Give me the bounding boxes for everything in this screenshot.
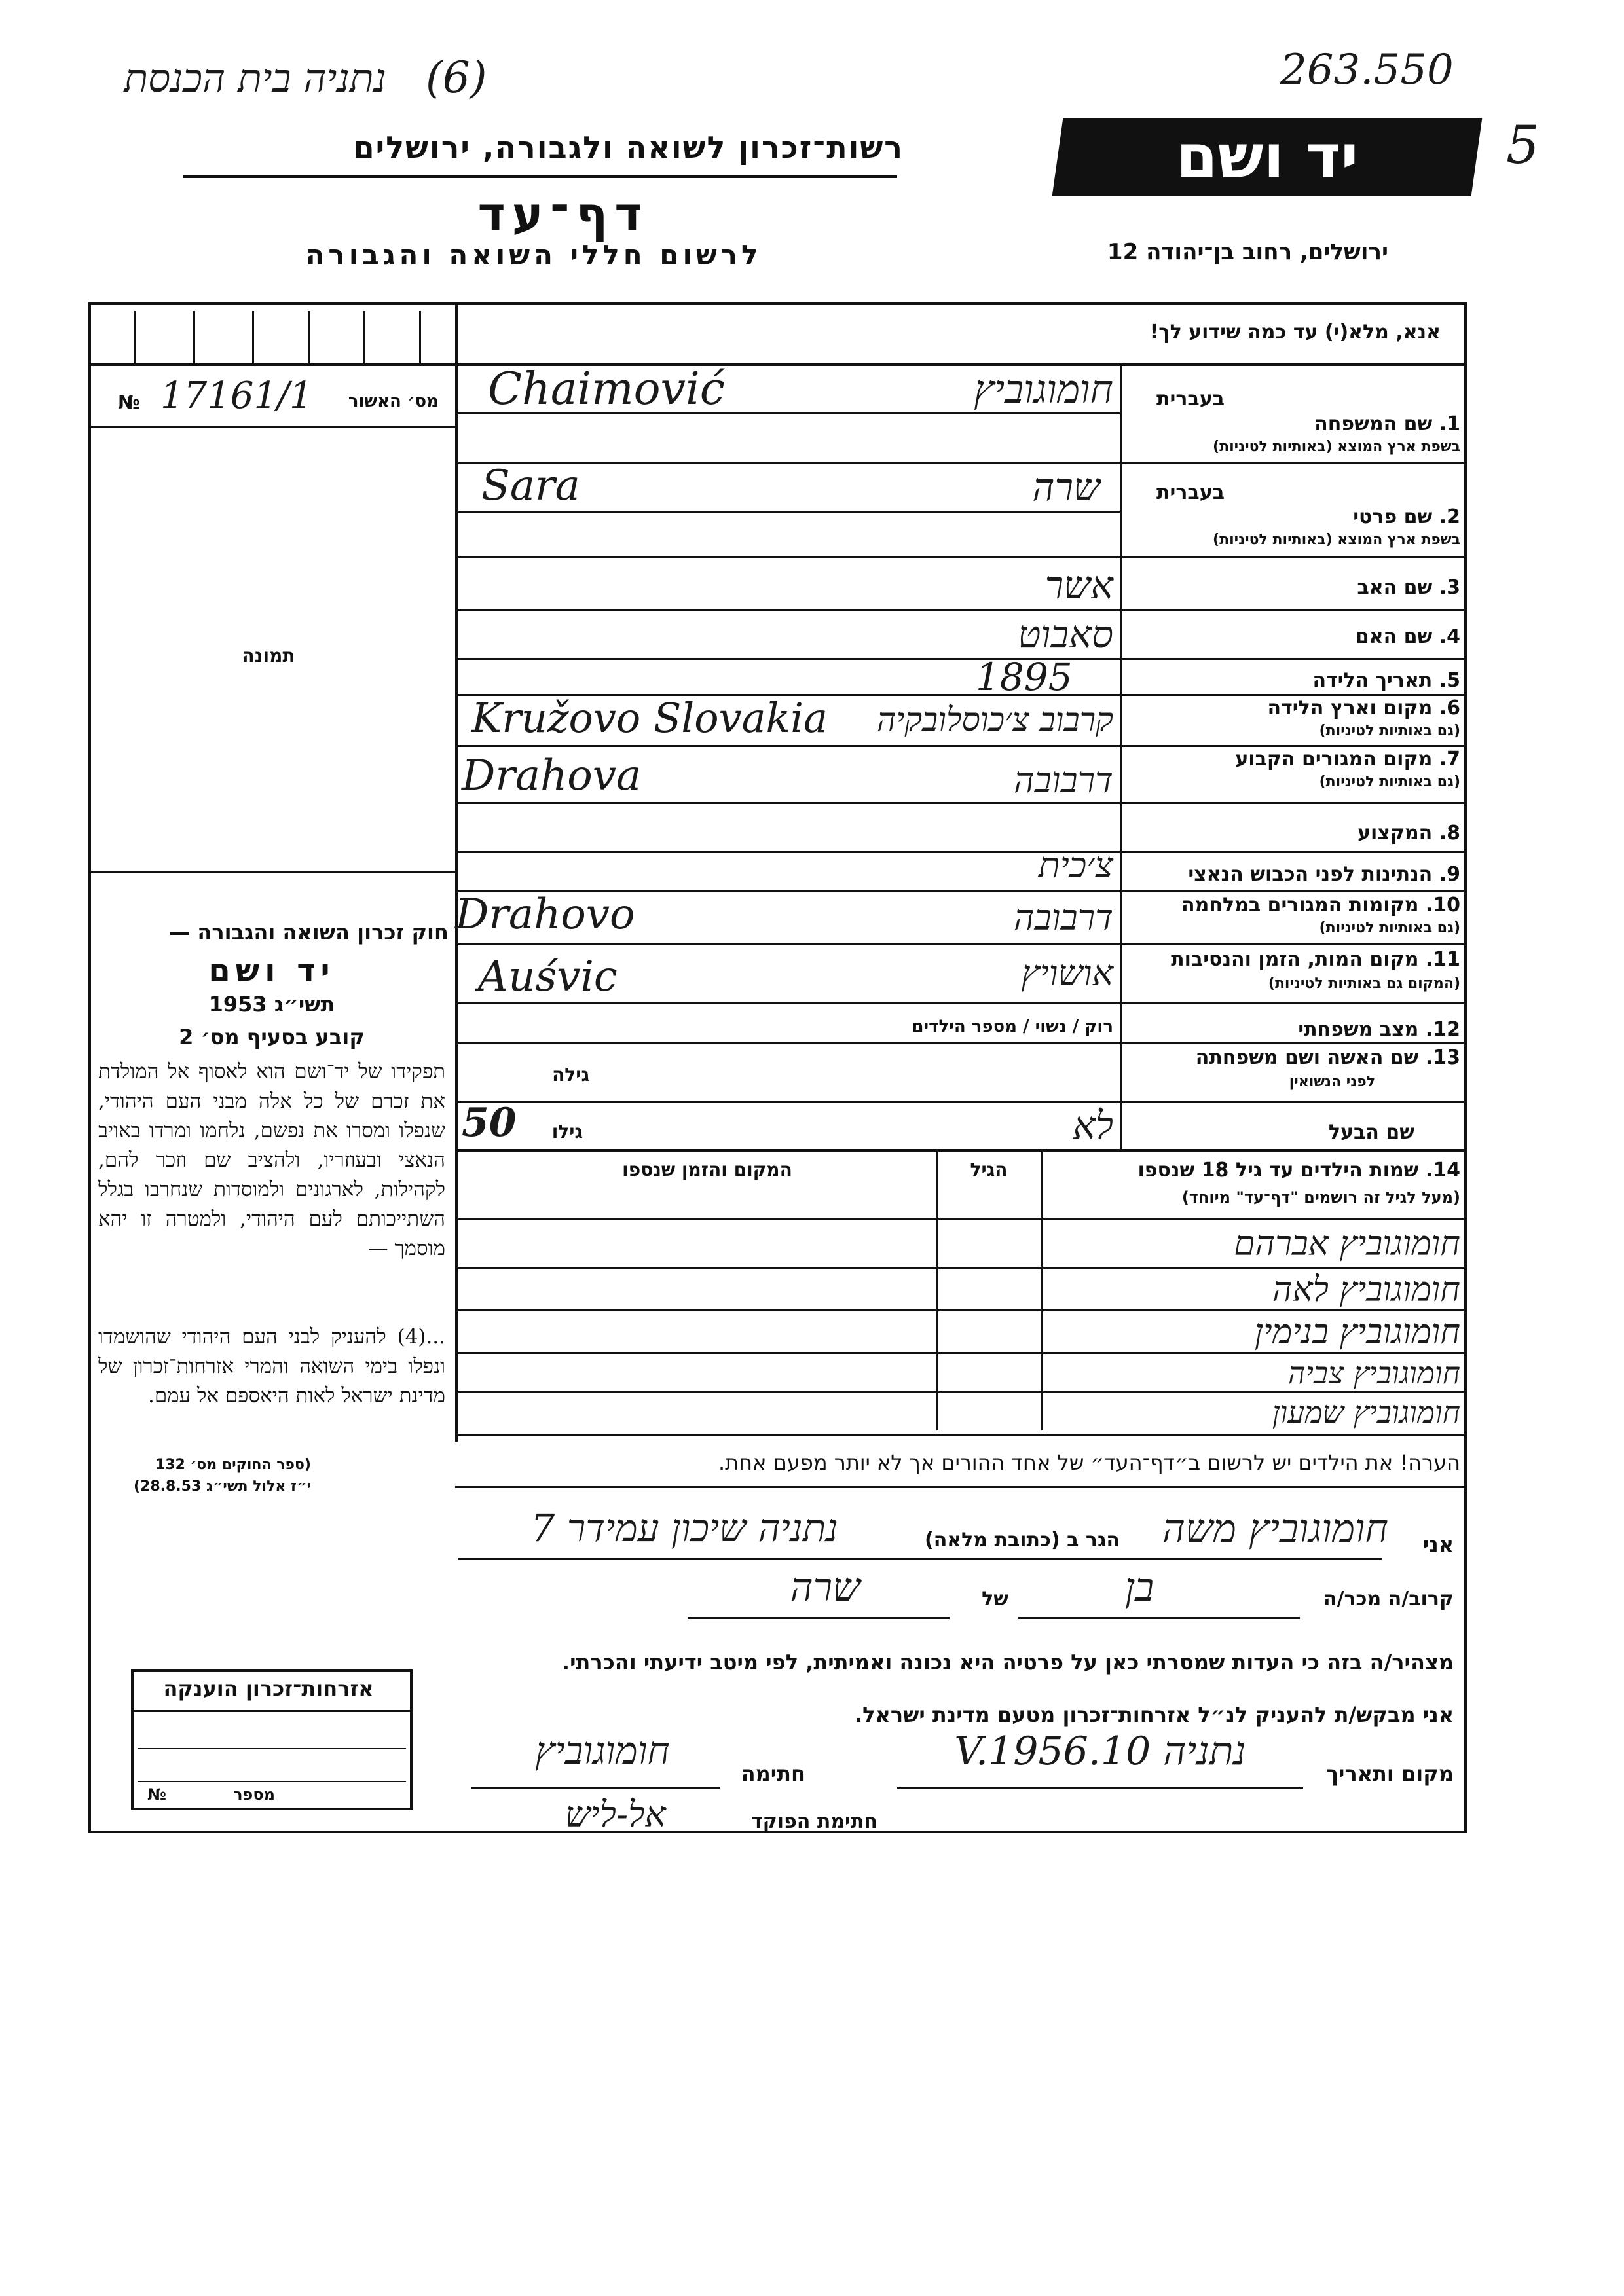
f6-sub: (גם באותיות לטיניות): [1319, 723, 1460, 739]
law-text-2: ...(4) להעניק לבני העם היהודי שהושמדו ונפלו בימי השואה והמרי אזרחות־זכרון של מדינת ישראל לאות היאספם אל עמם.: [98, 1325, 445, 1408]
top-right-number: 263.550: [1280, 46, 1454, 94]
children-label: 14. שמות הילדים עד גיל 18 שנספו: [1137, 1159, 1460, 1182]
f10-latin: Drahovo: [455, 890, 635, 939]
top-left-annotation: נתניה בית הכנסת: [124, 56, 386, 101]
logo-text: יד ושם: [1175, 122, 1359, 192]
address: ירושלים, רחוב בן־יהודה 12: [1107, 239, 1388, 265]
child-name: חומוגוביץ לאה: [1272, 1270, 1460, 1309]
signature-value: חומוגוביץ: [535, 1728, 670, 1773]
lang-hebrew-1: בעברית: [1156, 388, 1225, 410]
f7-latin: Drahova: [462, 752, 642, 800]
f5-label: 5. תאריך הלידה: [1312, 669, 1460, 692]
declaration-resident-label: הגר ב (כתובת מלאה): [924, 1529, 1120, 1552]
law-text: תפקידו של יד־ושם הוא לאסוף אל המולדת את זכרם של כל אלה מבני העם היהודי, שנפלו ומסרו את נפשם, נלחמו ומרדו באויב הנאצי ובעוזריו, ולהציב שם וזכר להם, לקהילות, לארגונים ולמוסדות שנחרבו בגלל השתייכותם לעם היהודי, ולמטרה זו יהא מוסמך —: [98, 1060, 445, 1260]
f7-hebrew: דרבובה: [1014, 759, 1113, 801]
citizenship-title: אזרחות־זכרון הוענקה: [163, 1676, 374, 1701]
f9-value: צ׳כית: [1038, 845, 1113, 886]
instructions: אנא, מלא(י) עד כמה שידוע לך!: [1149, 321, 1441, 344]
f6-hebrew: קרבוב צ׳כוסלובקיה: [876, 701, 1113, 738]
clerk-label: חתימת הפוקד: [751, 1810, 877, 1833]
children-col-age: הגיל: [970, 1159, 1008, 1180]
child-name: חומוגוביץ שמעון: [1272, 1394, 1460, 1430]
circled-number: (6): [426, 52, 487, 103]
law-year: תשי״ג 1953: [208, 992, 335, 1017]
f12-options: רוק / נשוי / מספר הילדים: [912, 1017, 1113, 1036]
child-name: חומוגוביץ בנימין: [1254, 1313, 1460, 1352]
yad-vashem-logo: [1052, 118, 1483, 196]
law-title: חוק זכרון השואה והגבורה —: [169, 920, 449, 945]
law-clause: קובע בסעיף מס׳ 2: [179, 1025, 365, 1049]
f2-hebrew: שרה: [1032, 465, 1100, 509]
form-title: דף־עד: [477, 187, 649, 242]
f10-label: 10. מקומות המגורים במלחמה: [1181, 894, 1460, 917]
law-name: יד ושם: [208, 953, 335, 989]
f7-sub: (גם באותיות לטיניות): [1319, 774, 1460, 790]
signature-label: חתימה: [741, 1761, 805, 1786]
f2-latin: Sara: [481, 462, 580, 510]
husband-age-value: 50: [462, 1100, 517, 1146]
f6-label: 6. מקום וארץ הלידה: [1267, 697, 1460, 720]
f3-value: אשר: [1044, 563, 1113, 608]
citizenship-no-symbol: №: [147, 1785, 166, 1804]
f10-sub: (גם באותיות לטיניות): [1319, 920, 1460, 936]
child-name: חומוגוביץ צביה: [1287, 1355, 1460, 1391]
f11-sub: (המקום גם באותיות לטיניות): [1268, 975, 1460, 992]
f1-latin: Chaimović: [488, 363, 725, 415]
children-sub: (מעל לגיל זה רושמים "דף־עד" מיוחד): [1181, 1188, 1460, 1207]
children-col-place: המקום והזמן שנספו: [622, 1159, 792, 1180]
declaration-relation-label: קרוב/ה מכר/ה: [1323, 1588, 1454, 1611]
photo-label: תמונה: [242, 645, 295, 666]
approval-no-symbol: №: [118, 392, 140, 413]
lang-hebrew-2: בעברית: [1156, 481, 1225, 504]
f8-label: 8. המקצוע: [1357, 822, 1460, 845]
law-ref-2: י״ז אלול תשי״ג 28.8.53): [133, 1478, 311, 1495]
declaration-i-value: חומוגוביץ משה: [1162, 1506, 1388, 1552]
f3-label: 3. שם האב: [1357, 576, 1460, 599]
f1-label: 1. שם המשפחה: [1314, 412, 1460, 435]
child-name: חומוגוביץ אברהם: [1234, 1224, 1460, 1264]
f1-hebrew: חומוגוביץ: [974, 367, 1113, 412]
authority-line: רשות־זכרון לשואה ולגבורה, ירושלים: [353, 130, 904, 165]
f11-hebrew: אושויץ: [1021, 953, 1113, 994]
place-date-label: מקום ותאריך: [1326, 1761, 1454, 1786]
declaration-statement: מצהיר/ה בזה כי העדות שמסרתי כאן על פרטיה היא נכונה ואמיתית, לפי מיטב ידיעתי והכרתי.: [561, 1650, 1454, 1675]
f4-value: סאבוט: [1018, 612, 1113, 657]
clerk-value: אל-ליש: [565, 1794, 666, 1835]
declaration-i-label: אני: [1422, 1532, 1454, 1557]
husband-age-label: גילו: [551, 1121, 583, 1142]
note: הערה! את הילדים יש לרשום ב״דף־העד״ של אחד ההורים אך לא יותר מפעם אחת.: [718, 1450, 1460, 1475]
f1-sub: בשפת ארץ המוצא (באותיות לטיניות): [1213, 439, 1460, 455]
approval-number: 17161/1: [160, 374, 313, 417]
f12-label: 12. מצב משפחתי: [1298, 1018, 1460, 1041]
citizenship-number-label: מספר: [233, 1785, 275, 1804]
place-date-value: נתניה 10.V.1956: [954, 1728, 1246, 1774]
f13-age-label: גילה: [552, 1064, 589, 1085]
f13-sub: לפני הנשואין: [1289, 1074, 1375, 1090]
f4-label: 4. שם האם: [1355, 625, 1460, 648]
declaration-of-label: של: [982, 1588, 1008, 1611]
f9-label: 9. הנתינות לפני הכבוש הנאצי: [1188, 863, 1460, 886]
declaration-request: אני מבקש/ת להעניק לנ״ל אזרחות־זכרון מטעם מדינת ישראל.: [855, 1702, 1454, 1727]
f11-label: 11. מקום המות, הזמן והנסיבות: [1171, 948, 1460, 971]
husband-value: לא: [1073, 1103, 1113, 1148]
f7-label: 7. מקום המגורים הקבוע: [1235, 748, 1460, 771]
law-ref-1: (ספר החוקים מס׳ 132: [155, 1457, 311, 1473]
f13-label: 13. שם האשה ושם משפחתה: [1195, 1046, 1460, 1069]
form-subtitle: לרשום חללי השואה והגבורה: [305, 239, 762, 271]
f6-latin: Kružovo Slovakia: [471, 694, 828, 742]
f10-hebrew: דרבובה: [1014, 897, 1113, 938]
declaration-address-value: נתניה שיכון עמידר 7: [530, 1506, 838, 1550]
f11-latin: Auśvic: [478, 953, 618, 1001]
declaration-relation-value: בן: [1124, 1565, 1154, 1611]
f2-sub: בשפת ארץ המוצא (באותיות לטיניות): [1213, 532, 1460, 548]
husband-label: שם הבעל: [1328, 1121, 1414, 1144]
f2-label: 2. שם פרטי: [1353, 505, 1460, 528]
declaration-of-value: שרה: [790, 1565, 860, 1611]
f5-value: 1895: [976, 655, 1073, 699]
approval-label: מס׳ האשור: [348, 392, 439, 411]
corner-mark: 5: [1506, 115, 1540, 175]
